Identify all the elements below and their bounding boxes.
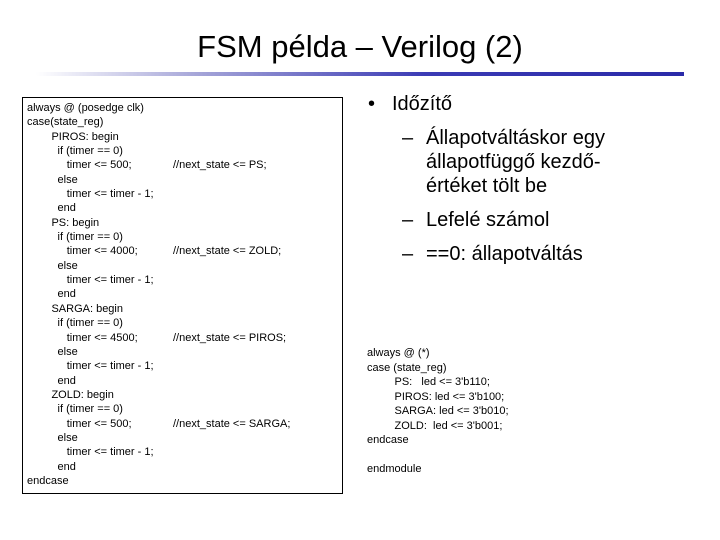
code-text: timer <= timer - 1; — [27, 188, 154, 201]
code-line: endmodule — [367, 463, 422, 475]
code-text: timer <= 500; — [27, 417, 132, 430]
sub-bullet-dash: – — [402, 209, 414, 231]
slide-title: FSM példa – Verilog (2) — [197, 29, 523, 64]
code-text: if (timer == 0) — [27, 403, 123, 416]
code-text: timer <= 500; — [27, 159, 132, 172]
bullet-sub-1 — [368, 208, 708, 232]
bullet-main-text: Időzítő — [392, 93, 453, 115]
led-output-code — [367, 346, 607, 477]
code-line — [27, 345, 342, 359]
code-line: case (state_reg) — [367, 361, 447, 374]
code-text: SARGA: begin — [27, 302, 123, 315]
code-line — [27, 402, 342, 416]
code-line — [27, 201, 342, 215]
code-comment: //next_state <= PIROS; — [173, 331, 287, 344]
code-line: ZOLD: led <= 3'b001; — [367, 419, 503, 432]
code-line — [27, 388, 342, 402]
code-line — [27, 244, 342, 258]
always-block-code-box — [22, 97, 343, 494]
code-text: always @ (posedge clk) — [27, 102, 144, 114]
sub-bullet-dash: – — [402, 127, 414, 149]
bullet-dot: • — [368, 93, 376, 115]
code-line — [27, 273, 342, 287]
code-text: timer <= 4000; — [27, 245, 138, 258]
code-text: ZOLD: begin — [27, 388, 114, 401]
bullet-list — [368, 92, 708, 266]
code-text: if (timer == 0) — [27, 145, 123, 158]
code-text: if (timer == 0) — [27, 231, 123, 244]
code-text: timer <= timer - 1; — [27, 274, 154, 287]
code-line — [27, 316, 342, 330]
bullet-main — [368, 92, 708, 116]
code-line — [27, 144, 342, 158]
code-line — [27, 173, 342, 187]
bullet-sub-0 — [368, 126, 708, 198]
code-text: timer <= 4500; — [27, 331, 138, 344]
code-line — [27, 474, 342, 488]
code-line — [27, 230, 342, 244]
sub-bullet-dash: – — [402, 243, 414, 265]
code-line — [27, 445, 342, 459]
code-text: PS: begin — [27, 216, 100, 229]
code-line: always @ (*) — [367, 347, 430, 359]
code-comment: //next_state <= SARGA; — [173, 417, 291, 430]
code-line — [27, 460, 342, 474]
title-underline — [36, 72, 684, 76]
code-line: PIROS: led <= 3'b100; — [367, 390, 505, 403]
code-line — [27, 101, 342, 115]
code-line — [27, 259, 342, 273]
code-text: end — [27, 288, 76, 301]
code-line — [27, 187, 342, 201]
code-text: endcase — [27, 474, 69, 487]
code-text: end — [27, 202, 76, 215]
code-line — [27, 374, 342, 388]
code-line — [27, 130, 342, 144]
code-text: else — [27, 173, 78, 186]
code-text: timer <= timer - 1; — [27, 360, 154, 373]
bullet-sub-2 — [368, 242, 708, 266]
code-text: else — [27, 431, 78, 444]
bullet-sub-text: ==0: állapotváltás — [426, 243, 583, 265]
code-text: PIROS: begin — [27, 130, 119, 143]
code-text: else — [27, 345, 78, 358]
code-line: SARGA: led <= 3'b010; — [367, 405, 509, 417]
code-line — [27, 287, 342, 301]
code-text: timer <= timer - 1; — [27, 446, 154, 459]
code-line — [27, 158, 342, 172]
code-line — [27, 431, 342, 445]
code-text: end — [27, 374, 76, 387]
code-text: if (timer == 0) — [27, 317, 123, 330]
code-line — [27, 359, 342, 373]
code-line — [27, 302, 342, 316]
code-line — [27, 216, 342, 230]
code-line — [27, 417, 342, 431]
code-line: endcase — [367, 434, 409, 446]
code-line — [27, 115, 342, 129]
bullet-sub-text: Lefelé számol — [426, 209, 550, 231]
code-text: end — [27, 460, 76, 473]
code-comment: //next_state <= PS; — [173, 159, 267, 172]
code-blank-line — [367, 448, 607, 463]
code-line — [27, 331, 342, 345]
code-comment: //next_state <= ZOLD; — [173, 245, 282, 258]
code-line: PS: led <= 3'b110; — [367, 376, 490, 388]
code-text: case(state_reg) — [27, 116, 104, 129]
code-text: else — [27, 259, 78, 272]
bullet-sub-text: Állapotváltáskor egy állapotfüggő kezdő- értéket tölt be — [426, 127, 605, 197]
